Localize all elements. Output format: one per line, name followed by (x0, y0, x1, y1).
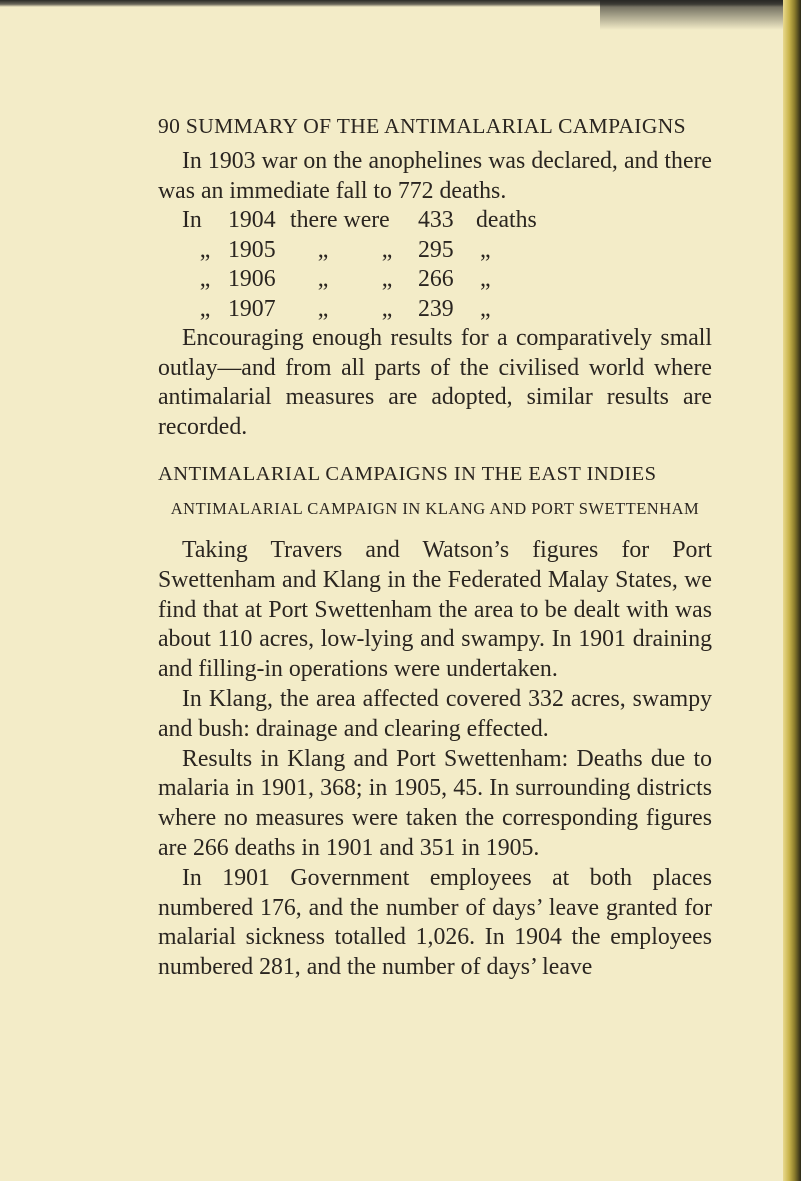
conclusion-paragraph: Encouraging enough results for a comparatively small outlay—and from all parts of the civilised world where antimalarial measures are adopted, similar results are recorded. (158, 325, 712, 440)
deaths-row-1906 (182, 265, 642, 295)
paragraph: In Klang, the area affected covered 332 acres, swampy and bush: drainage and clearing effected. (158, 685, 712, 742)
page-top-shadow-fade (600, 0, 801, 30)
ditto-mark: „ (199, 266, 211, 292)
ditto-mark: „ (381, 295, 393, 322)
page-edge (783, 0, 801, 1181)
row-year: 1906 (228, 266, 276, 292)
deaths-row-1904 (182, 206, 642, 236)
ditto-mark: „ (199, 236, 211, 263)
intro-block (158, 147, 712, 206)
conclusion-block (158, 324, 712, 442)
row-count: 295 (418, 236, 454, 263)
paragraph: Taking Travers and Watson’s figures for Port Swettenham and Klang in the Federated Malay States, we find that at Port Swettenham the area to be dealt with was about 110 acres, low-lying and swampy. In 1901 draining and filling-in operations were undertaken. (158, 537, 712, 683)
row-unit: deaths (476, 207, 537, 233)
ditto-mark: „ (480, 295, 491, 322)
ditto-mark: „ (480, 266, 491, 292)
body-text (158, 536, 712, 983)
row-year: 1907 (228, 295, 276, 322)
row-count: 433 (418, 207, 454, 233)
row-prefix: In (182, 207, 202, 233)
ditto-mark: „ (480, 236, 491, 263)
row-year: 1904 (228, 207, 276, 233)
ditto-mark: „ (381, 266, 393, 292)
row-year: 1905 (228, 236, 276, 263)
intro-paragraph: In 1903 war on the anophelines was declared, and there was an immediate fall to 772 deaths. (158, 148, 712, 204)
deaths-table (182, 206, 642, 324)
ditto-mark: „ (317, 295, 329, 322)
ditto-mark: „ (317, 266, 329, 292)
row-count: 239 (418, 295, 454, 322)
running-head: 90 SUMMARY OF THE ANTIMALARIAL CAMPAIGNS (158, 114, 686, 138)
paragraph: Results in Klang and Port Swettenham: Deaths due to malaria in 1901, 368; in 1905, 45. In surrounding districts where no measures were taken the corresponding figures are 266 deaths in 1901 and 351 in 1905. (158, 745, 712, 861)
section-subtitle: ANTIMALARIAL CAMPAIGN IN KLANG AND PORT SWETTENHAM (170, 499, 700, 518)
row-count: 266 (418, 266, 454, 292)
row-verb: there were (290, 207, 390, 233)
section-title: ANTIMALARIAL CAMPAIGNS IN THE EAST INDIES (158, 463, 657, 485)
deaths-row-1907 (182, 295, 642, 325)
ditto-mark: „ (317, 236, 329, 263)
ditto-mark: „ (199, 295, 211, 322)
paragraph: In 1901 Government employees at both places numbered 176, and the number of days’ leave granted for malarial sickness totalled 1,026. In 1904 the employees numbered 281, and the number of days’ leave (158, 864, 712, 981)
ditto-mark: „ (381, 236, 393, 263)
deaths-row-1905 (182, 236, 642, 266)
